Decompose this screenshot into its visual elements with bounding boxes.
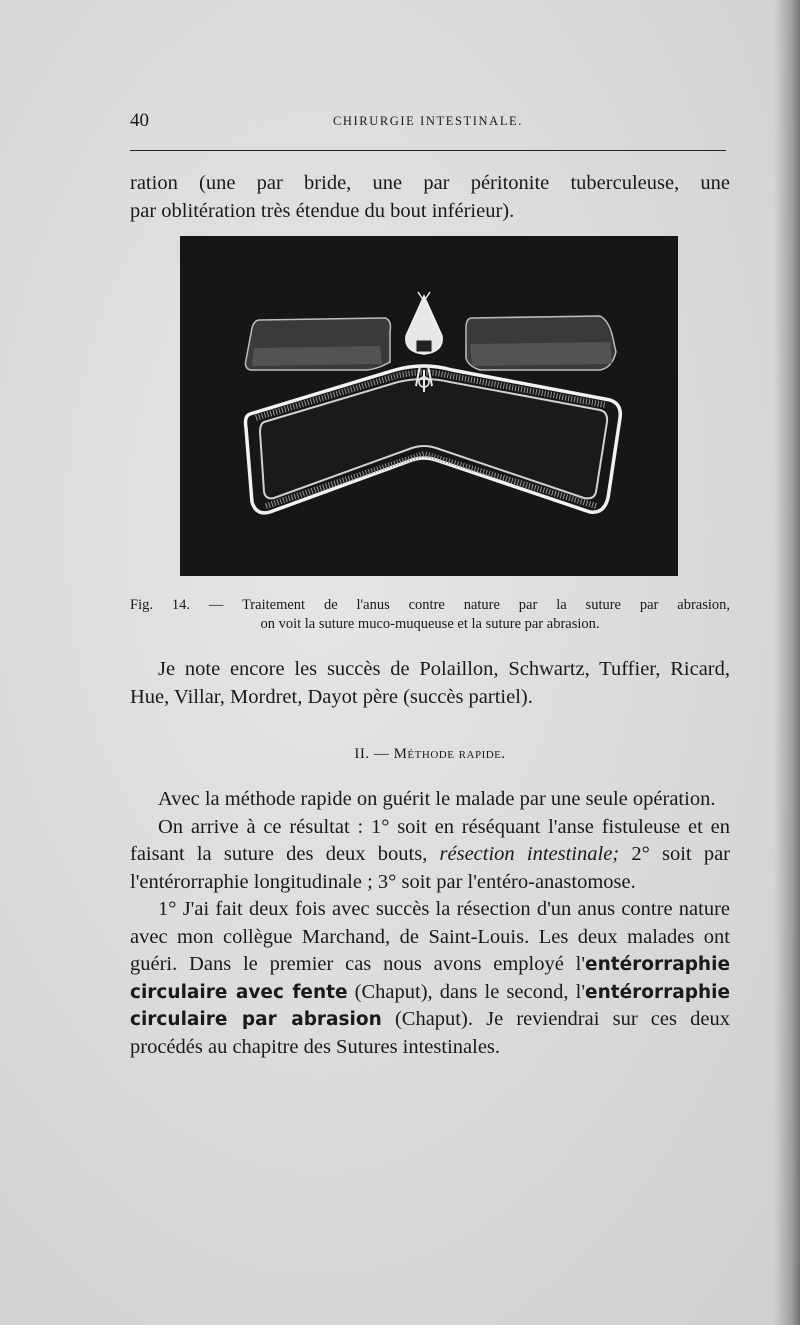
caption-line-2: on voit la suture muco-muqueuse et la suture par abrasion. — [260, 616, 600, 632]
paragraph-5 — [130, 896, 730, 1061]
section-body — [130, 786, 730, 1061]
paragraph-5-bold-2: entérorraphie circulaire par abrasion — [130, 981, 731, 1030]
paragraph-1-line-2: par oblitération très étendue du bout inférieur). — [130, 199, 515, 222]
paragraph-3: Avec la méthode rapide on guérit le malade par une seule opération. — [158, 788, 716, 810]
paragraph-4-italic: résection intestinale; — [439, 843, 620, 865]
section-title: Méthode rapide. — [393, 746, 506, 762]
caption-line-1: Fig. 14. — Traitement de l'anus contre nature par la suture par abrasion, — [130, 597, 730, 613]
paragraph-4 — [130, 814, 730, 897]
paragraph-5-part-3: (Chaput). Je reviendrai sur ces deux procédés au chapitre des Sutures intestinales. — [130, 1008, 730, 1058]
paragraph-successes — [130, 656, 730, 711]
paragraph-4-part-2: 2° soit par l'entérorraphie longitudinale ; 3° soit par l'entéro-anastomose. — [130, 843, 731, 893]
page-header — [130, 110, 726, 136]
paragraph-2-text: Je note encore les succès de Polaillon, Schwartz, Tuffier, Ricard, Hue, Villar, Mordret, Dayot père (succès partiel). — [130, 658, 730, 708]
paragraph-5-part-2: (Chaput), dans le second, l' — [347, 980, 586, 1003]
paragraph-5-part-1: 1° J'ai fait deux fois avec succès la résection d'un anus contre nature avec mon collègue Marchand, de Saint-Louis. Les deux malades ont guéri. Dans le premier cas nous avons employé l' — [130, 898, 730, 975]
section-heading — [130, 746, 730, 763]
header-rule — [130, 150, 726, 151]
page-number: 40 — [130, 110, 149, 131]
page-shadow-edge — [774, 0, 800, 1325]
paragraph-1-line-1: ration (une par bride, une par péritonite tuberculeuse, une — [130, 172, 730, 194]
figure-caption — [130, 596, 730, 634]
paragraph-4-part-1: On arrive à ce résultat : 1° soit en réséquant l'anse fistuleuse et en faisant la suture des deux bouts, — [130, 815, 730, 865]
section-number: II. — — [354, 746, 390, 762]
running-head: CHIRURGIE INTESTINALE. — [332, 114, 524, 128]
paragraph-continuation — [130, 170, 730, 225]
figure-14-illustration — [180, 236, 678, 576]
intestine-suture-drawing — [180, 236, 678, 576]
paragraph-5-bold-1: entérorraphie circulaire avec fente — [130, 954, 730, 1003]
